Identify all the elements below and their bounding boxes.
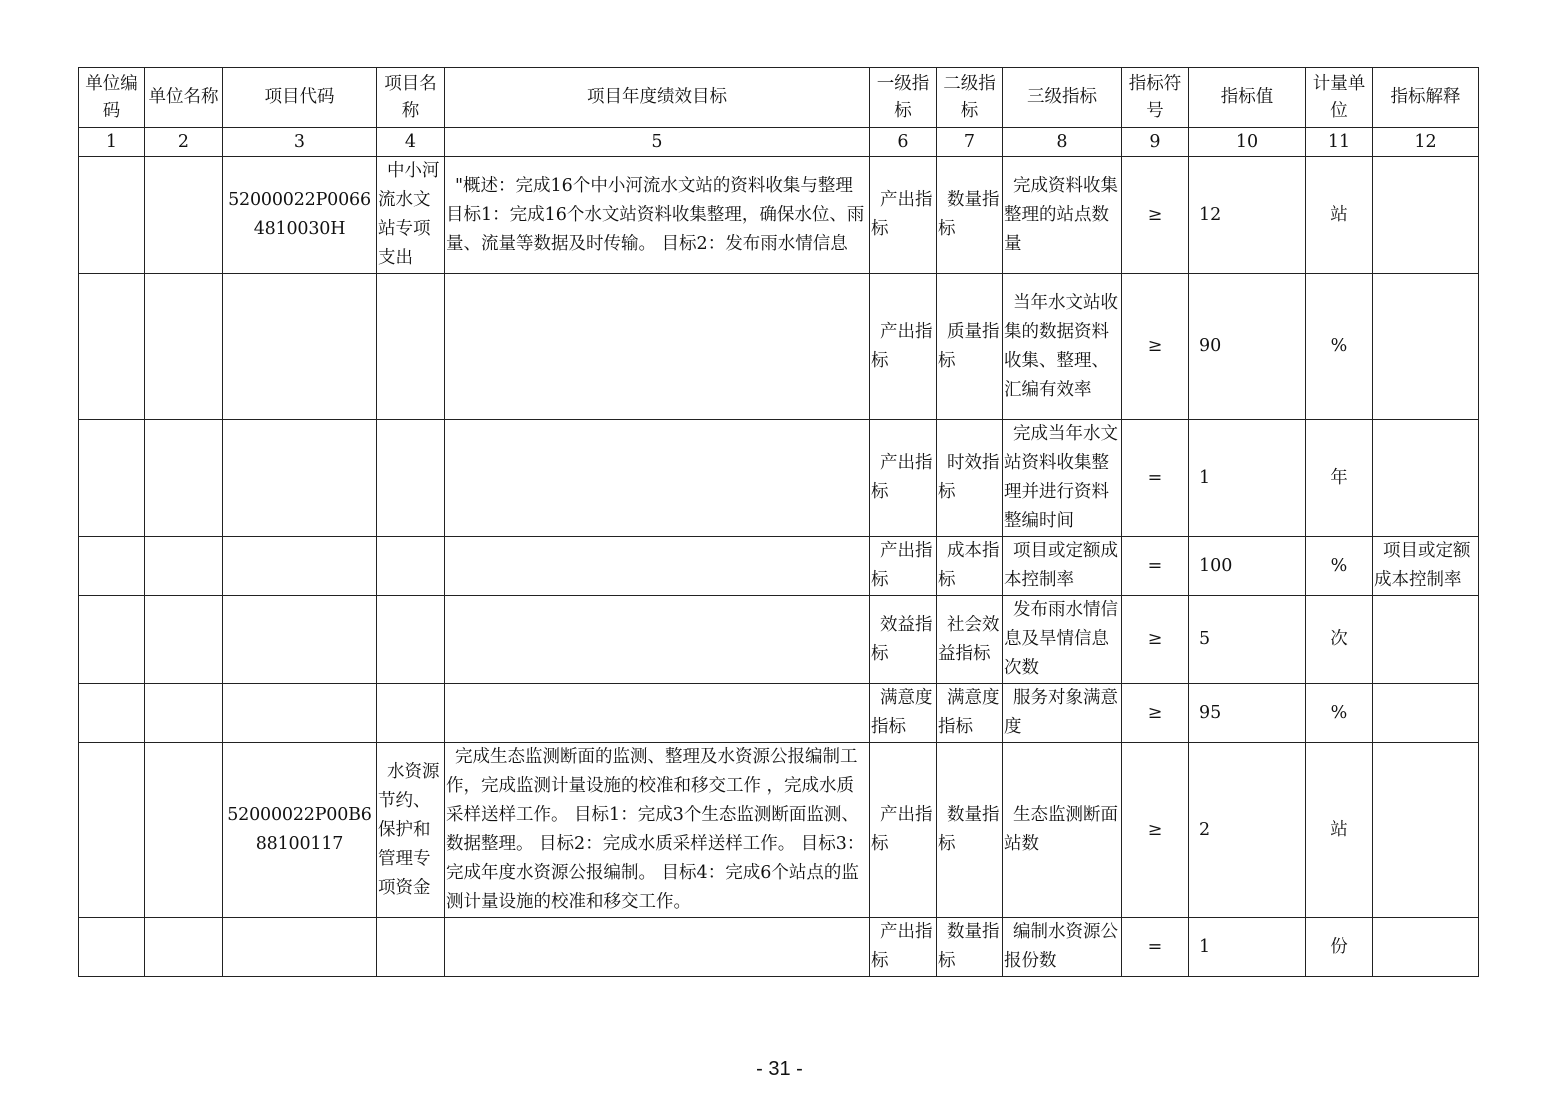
unit-cell: 份 <box>1306 918 1373 977</box>
unit-cell: 站 <box>1306 157 1373 274</box>
header-row <box>79 68 1479 128</box>
project-code-cell <box>223 596 377 684</box>
column-number: 1 <box>79 128 145 157</box>
column-number: 7 <box>937 128 1003 157</box>
level3-cell: 当年水文站收集的数据资料收集、整理、汇编有效率 <box>1003 274 1122 420</box>
value-cell: 100 <box>1189 537 1306 596</box>
unit-code-cell <box>79 596 145 684</box>
unit-name-cell <box>145 420 223 537</box>
level1-cell: 效益指标 <box>870 596 937 684</box>
column-number: 11 <box>1306 128 1373 157</box>
unit-code-cell <box>79 420 145 537</box>
value-cell: 95 <box>1189 684 1306 743</box>
column-number-row <box>79 128 1479 157</box>
unit-code-cell <box>79 157 145 274</box>
symbol-cell: ≥ <box>1122 596 1189 684</box>
symbol-cell: ≥ <box>1122 157 1189 274</box>
header-unit-code: 单位编码 <box>79 68 145 128</box>
level2-cell: 满意度指标 <box>937 684 1003 743</box>
unit-cell: % <box>1306 684 1373 743</box>
level3-cell: 发布雨水情信息及旱情信息次数 <box>1003 596 1122 684</box>
unit-code-cell <box>79 274 145 420</box>
level1-cell: 满意度指标 <box>870 684 937 743</box>
explain-cell <box>1373 918 1479 977</box>
table-row <box>79 420 1479 537</box>
column-number: 5 <box>445 128 870 157</box>
goal-cell <box>445 537 870 596</box>
project-name-cell <box>377 420 445 537</box>
column-number: 6 <box>870 128 937 157</box>
table-row <box>79 596 1479 684</box>
table-row <box>79 918 1479 977</box>
explain-cell <box>1373 420 1479 537</box>
unit-code-cell <box>79 684 145 743</box>
project-code-cell <box>223 274 377 420</box>
header-unit: 计量单位 <box>1306 68 1373 128</box>
level2-cell: 社会效益指标 <box>937 596 1003 684</box>
performance-table <box>78 67 1479 977</box>
goal-cell <box>445 274 870 420</box>
explain-cell <box>1373 684 1479 743</box>
header-level1: 一级指标 <box>870 68 937 128</box>
level3-cell: 生态监测断面站数 <box>1003 743 1122 918</box>
level2-cell: 成本指标 <box>937 537 1003 596</box>
column-number: 9 <box>1122 128 1189 157</box>
value-cell: 1 <box>1189 420 1306 537</box>
goal-cell <box>445 596 870 684</box>
column-number: 2 <box>145 128 223 157</box>
goal-cell: "概述：完成16个中小河流水文站的资料收集与整理 目标1：完成16个水文站资料收集整理，确保水位、雨量、流量等数据及时传输。 目标2：发布雨水情信息 <box>445 157 870 274</box>
level1-cell: 产出指标 <box>870 157 937 274</box>
unit-code-cell <box>79 743 145 918</box>
header-unit-name: 单位名称 <box>145 68 223 128</box>
table-row <box>79 537 1479 596</box>
unit-name-cell <box>145 918 223 977</box>
value-cell: 1 <box>1189 918 1306 977</box>
column-number: 3 <box>223 128 377 157</box>
header-explain: 指标解释 <box>1373 68 1479 128</box>
value-cell: 12 <box>1189 157 1306 274</box>
project-name-cell: 水资源节约、保护和管理专项资金 <box>377 743 445 918</box>
unit-code-cell <box>79 537 145 596</box>
level2-cell: 数量指标 <box>937 157 1003 274</box>
level3-cell: 完成当年水文站资料收集整理并进行资料整编时间 <box>1003 420 1122 537</box>
unit-name-cell <box>145 157 223 274</box>
column-number: 8 <box>1003 128 1122 157</box>
unit-cell: % <box>1306 537 1373 596</box>
table-row <box>79 157 1479 274</box>
project-code-cell: 52000022P00B688100117 <box>223 743 377 918</box>
project-code-cell <box>223 537 377 596</box>
value-cell: 90 <box>1189 274 1306 420</box>
level3-cell: 完成资料收集整理的站点数量 <box>1003 157 1122 274</box>
symbol-cell: ≥ <box>1122 743 1189 918</box>
level2-cell: 质量指标 <box>937 274 1003 420</box>
goal-cell <box>445 918 870 977</box>
unit-name-cell <box>145 743 223 918</box>
level1-cell: 产出指标 <box>870 537 937 596</box>
header-project-name: 项目名称 <box>377 68 445 128</box>
project-name-cell <box>377 537 445 596</box>
column-number: 10 <box>1189 128 1306 157</box>
symbol-cell: = <box>1122 420 1189 537</box>
project-name-cell <box>377 596 445 684</box>
explain-cell <box>1373 157 1479 274</box>
explain-cell <box>1373 596 1479 684</box>
explain-cell: 项目或定额成本控制率 <box>1373 537 1479 596</box>
table-row <box>79 743 1479 918</box>
project-name-cell <box>377 684 445 743</box>
unit-cell: % <box>1306 274 1373 420</box>
level2-cell: 数量指标 <box>937 918 1003 977</box>
project-code-cell <box>223 918 377 977</box>
table-row <box>79 274 1479 420</box>
unit-name-cell <box>145 274 223 420</box>
project-name-cell: 中小河流水文站专项支出 <box>377 157 445 274</box>
header-symbol: 指标符号 <box>1122 68 1189 128</box>
level3-cell: 项目或定额成本控制率 <box>1003 537 1122 596</box>
project-name-cell <box>377 918 445 977</box>
project-code-cell <box>223 420 377 537</box>
project-code-cell <box>223 684 377 743</box>
value-cell: 2 <box>1189 743 1306 918</box>
project-code-cell: 52000022P00664810030H <box>223 157 377 274</box>
page-number: - 31 - <box>756 1058 803 1080</box>
level1-cell: 产出指标 <box>870 420 937 537</box>
explain-cell <box>1373 274 1479 420</box>
level2-cell: 时效指标 <box>937 420 1003 537</box>
level3-cell: 编制水资源公报份数 <box>1003 918 1122 977</box>
project-name-cell <box>377 274 445 420</box>
header-level3: 三级指标 <box>1003 68 1122 128</box>
symbol-cell: ≥ <box>1122 684 1189 743</box>
column-number: 4 <box>377 128 445 157</box>
goal-cell <box>445 420 870 537</box>
header-project-code: 项目代码 <box>223 68 377 128</box>
unit-cell: 站 <box>1306 743 1373 918</box>
level3-cell: 服务对象满意度 <box>1003 684 1122 743</box>
level1-cell: 产出指标 <box>870 743 937 918</box>
unit-name-cell <box>145 596 223 684</box>
level2-cell: 数量指标 <box>937 743 1003 918</box>
column-number: 12 <box>1373 128 1479 157</box>
goal-cell <box>445 684 870 743</box>
unit-code-cell <box>79 918 145 977</box>
unit-name-cell <box>145 537 223 596</box>
header-value: 指标值 <box>1189 68 1306 128</box>
unit-name-cell <box>145 684 223 743</box>
table-row <box>79 684 1479 743</box>
value-cell: 5 <box>1189 596 1306 684</box>
level1-cell: 产出指标 <box>870 918 937 977</box>
header-level2: 二级指标 <box>937 68 1003 128</box>
symbol-cell: = <box>1122 537 1189 596</box>
unit-cell: 年 <box>1306 420 1373 537</box>
symbol-cell: ≥ <box>1122 274 1189 420</box>
level1-cell: 产出指标 <box>870 274 937 420</box>
unit-cell: 次 <box>1306 596 1373 684</box>
header-goal: 项目年度绩效目标 <box>445 68 870 128</box>
goal-cell: 完成生态监测断面的监测、整理及水资源公报编制工作，完成监测计量设施的校准和移交工作 ，完成水质采样送样工作。 目标1：完成3个生态监测断面监测、数据整理。 目标2：完成水质采样送样工作。 目标3：完成年度水资源公报编制。 目标4：完成6个站点的监测计量设施的校准和移交工作。 <box>445 743 870 918</box>
symbol-cell: = <box>1122 918 1189 977</box>
explain-cell <box>1373 743 1479 918</box>
